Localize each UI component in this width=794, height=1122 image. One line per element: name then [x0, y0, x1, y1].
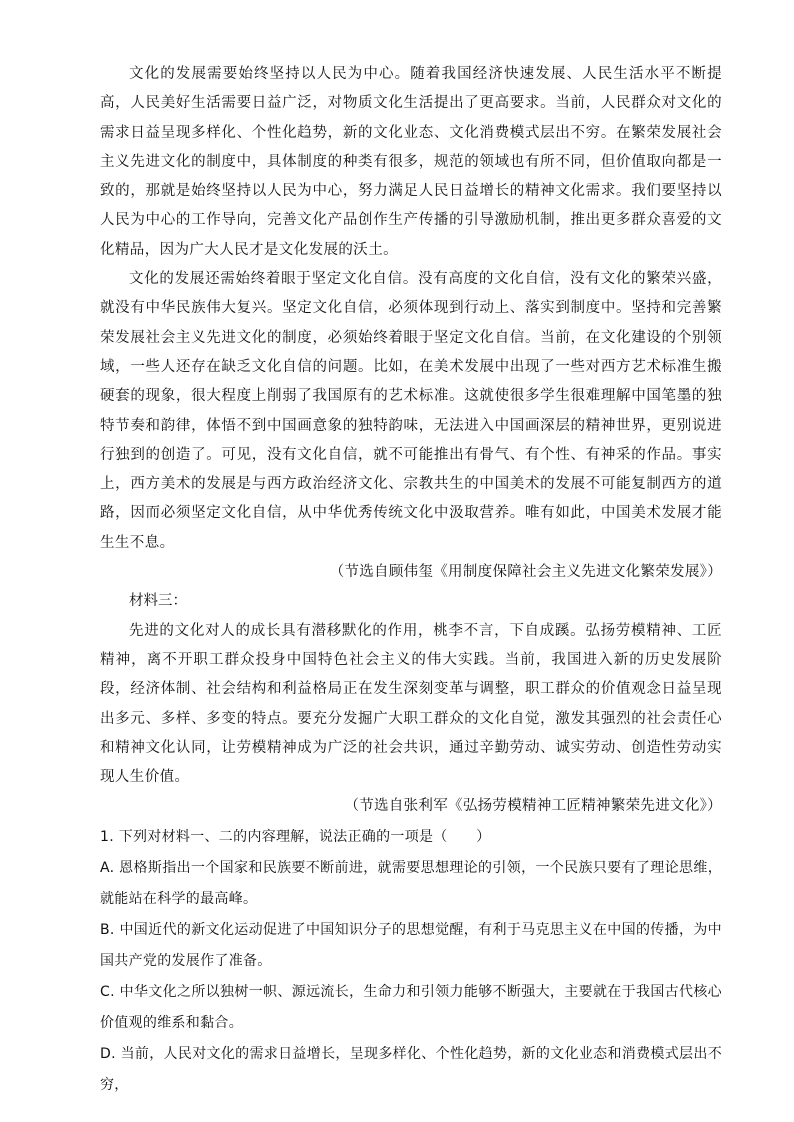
passage-source-2: （节选自顾伟玺《用制度保障社会主义先进文化繁荣发展》）	[329, 564, 722, 581]
option-a: A. 恩格斯指出一个国家和民族要不断前进，就需要思想理论的引领，一个民族只要有了理论思维，就能站在科学的最高峰。	[100, 859, 722, 907]
question-1	[100, 822, 722, 1101]
passage-source-3: （节选自张利军《弘扬劳模精神工匠精神繁荣先进文化》）	[344, 798, 722, 815]
passage-paragraph-2: 文化的发展还需始终着眼于坚定文化自信。没有高度的文化自信，没有文化的繁荣兴盛，就没有中华民族伟大复兴。坚定文化自信，必须体现到行动上、落实到制度中。坚持和完善繁荣发展社会主义先进文化的制度，必须始终着眼于坚定文化自信。当前，在文化建设的个别领域，一些人还存在缺乏文化自信的问题。比如，在美术发展中出现了一些对西方艺术标准生搬硬套的现象，很大程度上削弱了我国原有的艺术标准。这就使很多学生很难理解中国笔墨的独特节奏和韵律，体悟不到中国画意象的独特韵味，无法进入中国画深层的精神世界，更别说进行独到的创造了。可见，没有文化自信，就不可能推出有骨气、有个性、有神采的作品。事实上，西方美术的发展是与西方政治经济文化、宗教共生的中国美术的发展不可能复制西方的道路，因而必须坚定文化自信，从中华优秀传统文化中汲取营养。唯有如此，中国美术发展才能生生不息。	[100, 271, 722, 551]
document-page	[100, 60, 722, 1101]
option-c: C. 中华文化之所以独树一帜、源远流长，生命力和引领力能够不断强大，主要就在于我国古代核心价值观的维系和黏合。	[100, 983, 722, 1031]
option-d: D. 当前，人民对文化的需求日益增长，呈现多样化、个性化趋势，新的文化业态和消费模式层出不穷，	[100, 1045, 722, 1093]
passage-paragraph-1: 文化的发展需要始终坚持以人民为中心。随着我国经济快速发展、人民生活水平不断提高，人民美好生活需要日益广泛，对物质文化生活提出了更高要求。当前，人民群众对文化的需求日益呈现多样化、个性化趋势，新的文化业态、文化消费模式层出不穷。在繁荣发展社会主义先进文化的制度中，具体制度的种类有很多，规范的领域也有所不同，但价值取向都是一致的，那就是始终坚持以人民为中心，努力满足人民日益增长的精神文化需求。我们要坚持以人民为中心的工作导向，完善文化产品创作生产传播的引导激励机制，推出更多群众喜爱的文化精品，因为广大人民才是文化发展的沃土。	[100, 66, 722, 258]
material-3-heading: 材料三：	[129, 593, 187, 610]
passage-paragraph-3: 先进的文化对人的成长具有潜移默化的作用，桃李不言，下自成蹊。弘扬劳模精神、工匠精神，离不开职工群众投身中国特色社会主义的伟大实践。当前，我国进入新的历史发展阶段，经济体制、社会结构和利益格局正在发生深刻变革与调整，职工群众的价值观念日益呈现出多元、多样、多变的特点。要充分发掘广大职工群众的文化自觉，激发其强烈的社会责任心和精神文化认同，让劳模精神成为广泛的社会共识，通过辛勤劳动、诚实劳动、创造性劳动实现人生价值。	[100, 622, 722, 786]
option-b: B. 中国近代的新文化运动促进了中国知识分子的思想觉醒，有利于马克思主义在中国的传播，为中国共产党的发展作了准备。	[100, 921, 722, 969]
question-stem: 1. 下列对材料一、二的内容理解，说法正确的一项是（ ）	[100, 828, 491, 845]
